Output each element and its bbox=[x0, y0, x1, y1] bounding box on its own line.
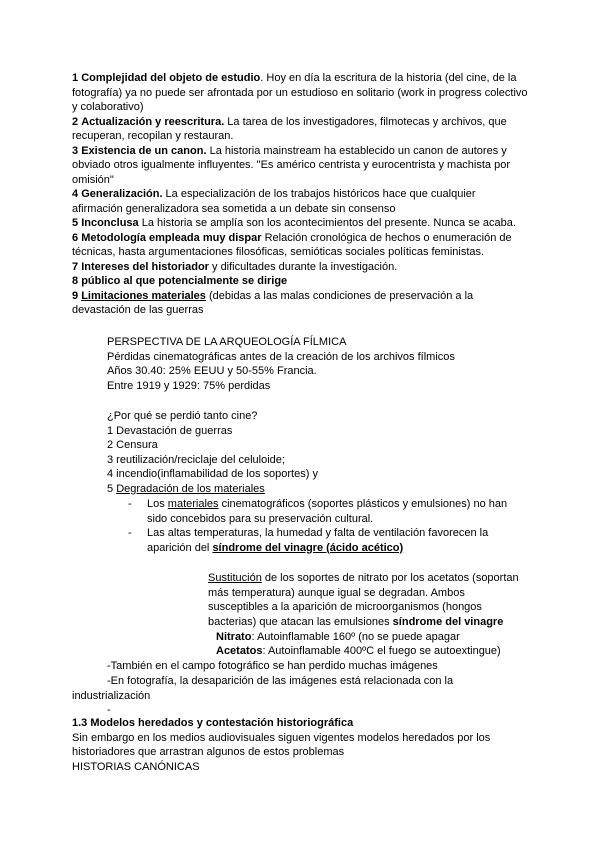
point-3: 3 Existencia de un canon. La historia mainstream ha establecido un canon de autores y obviado otros igualmente influyentes. "Es américo centrista y eurocentrista y machista por omisión" bbox=[72, 144, 511, 186]
acetatos-line: Acetatos: Autoinflamable 400ºC el fuego se autoextingue) bbox=[216, 645, 501, 657]
foto-dash: - bbox=[107, 704, 111, 716]
section-block bbox=[72, 716, 528, 774]
point-4: 4 Generalización. La especialización de los trabajos históricos hace que cualquier afirmación generalizadora sea sometida a un debate sin consenso bbox=[72, 188, 476, 215]
perspectiva-block bbox=[107, 335, 527, 393]
point-5: 5 Inconclusa La historia se amplía son los acontecimientos del presente. Nunca se acaba. bbox=[72, 217, 516, 229]
bullet-1: Los materiales cinematográficos (soportes plásticos y emulsiones) no han sido concebidos para su preservación cultural. bbox=[147, 498, 508, 525]
section-title: 1.3 Modelos heredados y contestación historiográfica bbox=[72, 717, 354, 729]
causa-4: 4 incendio(inflamabilidad de los soportes) y bbox=[107, 468, 318, 480]
bullet-dash-2: - bbox=[128, 527, 132, 539]
perspectiva-line-3: Entre 1919 y 1929: 75% perdidas bbox=[107, 379, 271, 392]
point-7: 7 Intereses del historiador y dificultades durante la investigación. bbox=[72, 260, 398, 273]
points-list bbox=[72, 71, 528, 318]
perspectiva-line-2: Años 30.40: 25% EEUU y 50-55% Francia. bbox=[107, 365, 317, 377]
nitrato-line: Nitrato: Autoinflamable 160º (no se puede apagar bbox=[216, 631, 460, 643]
sustitucion-block: Sustitución de los soportes de nitrato por los acetatos (soportan más temperatura) aunque igual se degradan. Ambos susceptibles a la aparición de microorganismos (hongos bacterias) que atacan las emulsiones síndrome del vinagre bbox=[208, 572, 519, 628]
point-9: 9 Limitaciones materiales (debidas a las malas condiciones de preservación a la devastación de las guerras bbox=[72, 289, 474, 316]
causa-2: 2 Censura bbox=[107, 439, 158, 451]
causa-5: 5 Degradación de los materiales bbox=[107, 482, 265, 495]
point-1: 1 Complejidad del objeto de estudio. Hoy en día la escritura de la historia (del cine, de la fotografía) ya no puede ser afrontada por un estudioso en solitario (work in progress colectivo y colaborativo) bbox=[72, 72, 528, 113]
causas-block bbox=[107, 409, 527, 496]
foto-line-2: -En fotografía, la desaparición de las imágenes está relacionada con la industrialización bbox=[72, 675, 454, 702]
point-8: 8 público al que potencialmente se dirige bbox=[72, 275, 288, 287]
point-6: 6 Metodología empleada muy dispar Relación cronológica de hechos o enumeración de técnicas, hasta argumentaciones filosóficas, semióticas sociales políticas feministas. bbox=[72, 231, 512, 258]
causa-3: 3 reutilización/reciclaje del celuloide; bbox=[107, 453, 285, 466]
point-2: 2 Actualización y reescritura. La tarea de los investigadores, filmotecas y archivos, que recuperan, recopilan y restauran. bbox=[72, 115, 507, 142]
causa-1: 1 Devastación de guerras bbox=[107, 424, 233, 437]
section-text: Sin embargo en los medios audiovisuales siguen vigentes modelos heredados por los historiadores que arrastran algunos de estos problemas bbox=[72, 731, 491, 758]
perspectiva-line-1: Pérdidas cinematográficas antes de la creación de los archivos fílmicos bbox=[107, 350, 455, 363]
perspectiva-heading: PERSPECTIVA DE LA ARQUEOLOGÍA FÍLMICA bbox=[107, 336, 347, 348]
foto-line-1: -También en el campo fotográfico se han perdido muchas imágenes bbox=[107, 660, 438, 672]
bullet-2: Las altas temperaturas, la humedad y falta de ventilación favorecen la aparición del síndrome del vinagre (ácido acético) bbox=[147, 527, 489, 554]
bullet-dash-1: - bbox=[128, 498, 132, 510]
section-caps: HISTORIAS CANÓNICAS bbox=[72, 760, 200, 773]
causas-question: ¿Por qué se perdió tanto cine? bbox=[107, 410, 258, 422]
